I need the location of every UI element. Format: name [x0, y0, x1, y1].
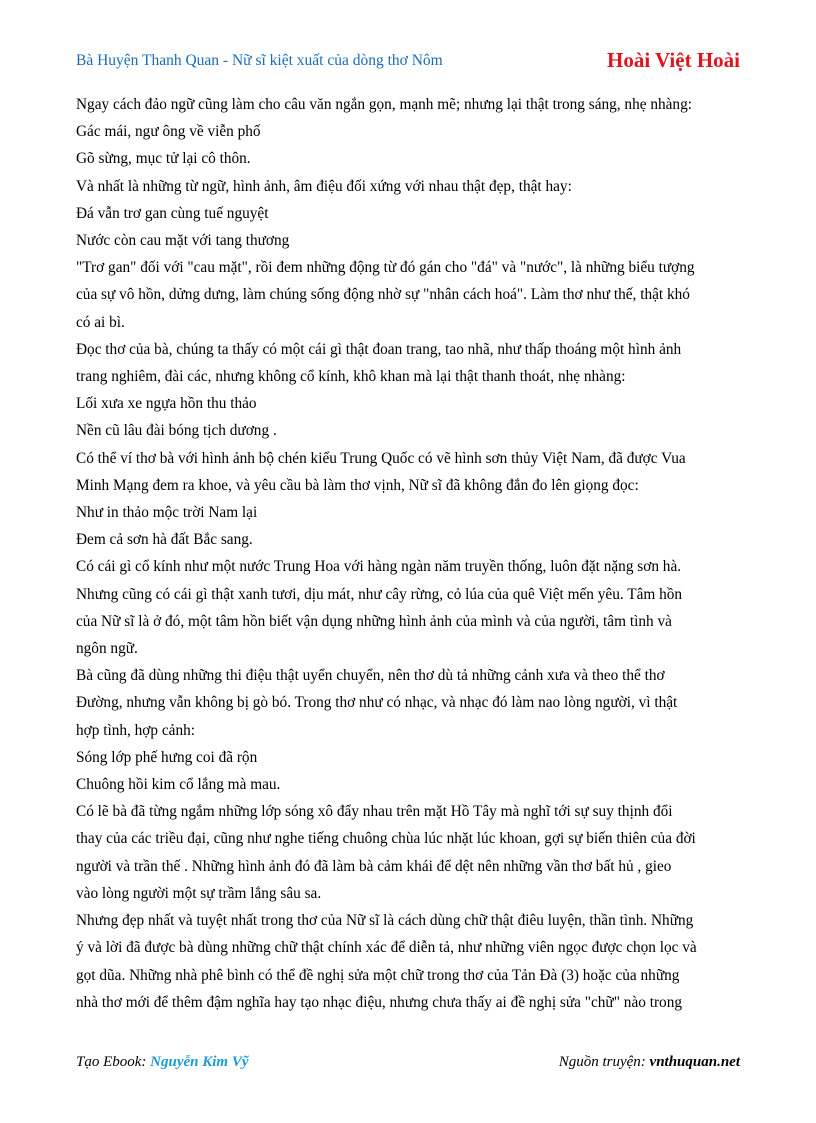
- text-line: Nhưng cũng có cái gì thật xanh tươi, dịu mát, như cây rừng, cỏ lúa của quê Việt mến yêu. Tâm hồn: [76, 585, 683, 603]
- ebook-label: Tạo Ebook: [76, 1054, 142, 1070]
- text-line: nhà thơ mới để thêm đậm nghĩa hay tạo nhạc điệu, nhưng chưa thấy ai đề nghị sửa "chữ" nào trong: [76, 993, 682, 1011]
- text-line: Đá vẫn trơ gan cùng tuế nguyệt: [76, 204, 269, 222]
- text-line: Gõ sừng, mục tử lại cô thôn.: [76, 150, 251, 168]
- text-line: Có thể ví thơ bà với hình ảnh bộ chén kiểu Trung Quốc có vẽ hình sơn thủy Việt Nam, đã được Vua: [76, 449, 686, 467]
- text-line: gọt dũa. Những nhà phê bình có thể đề nghị sửa một chữ trong thơ của Tản Đà (3) hoặc của những: [76, 966, 680, 984]
- text-line: Sóng lớp phế hưng coi đã rộn: [76, 748, 258, 766]
- text-line: hợp tình, hợp cảnh:: [76, 721, 195, 739]
- page-footer: [76, 1054, 740, 1076]
- text-line: của Nữ sĩ là ở đó, một tâm hồn biết vận dụng những hình ảnh của mình và của người, tâm tình và: [76, 612, 672, 630]
- text-line: của sự vô hồn, dửng dưng, làm chúng sống động nhờ sự "nhân cách hoá". Làm thơ như thế, thật khó: [76, 286, 690, 304]
- ebook-separator: :: [141, 1054, 151, 1070]
- text-line: Có cái gì cổ kính như một nước Trung Hoa với hàng ngàn năm truyền thống, luôn đặt nặng sơn hà.: [76, 558, 682, 576]
- text-line: Gác mái, ngư ông về viễn phố: [76, 123, 261, 141]
- text-line: Minh Mạng đem ra khoe, và yêu cầu bà làm thơ vịnh, Nữ sĩ đã không đắn đo lên giọng đọc:: [76, 476, 639, 494]
- document-title: Bà Huyện Thanh Quan - Nữ sĩ kiệt xuất của dòng thơ Nôm: [76, 52, 443, 69]
- source-site: vnthuquan.net: [649, 1054, 740, 1070]
- source-label: Nguồn truyện: [558, 1054, 641, 1070]
- text-line: người và trần thế . Những hình ảnh đó đã làm bà cảm khái để dệt nên những vần thơ bất hủ , gieo: [76, 857, 672, 875]
- text-line: Đem cả sơn hà đất Bắc sang.: [76, 531, 253, 549]
- text-line: Lối xưa xe ngựa hồn thu thảo: [76, 395, 257, 413]
- text-line: Nhưng đẹp nhất và tuyệt nhất trong thơ của Nữ sĩ là cách dùng chữ thật điêu luyện, thần tình. Những: [76, 912, 694, 930]
- source-credit: [559, 1054, 740, 1071]
- text-line: Nền cũ lâu đài bóng tịch dương .: [76, 422, 277, 440]
- text-line: vào lòng người một sự trầm lắng sâu sa.: [76, 884, 322, 902]
- text-line: Và nhất là những từ ngữ, hình ảnh, âm điệu đối xứng với nhau thật đẹp, thật hay:: [76, 177, 572, 195]
- text-line: Ngay cách đảo ngữ cũng làm cho câu văn ngắn gọn, mạnh mẽ; nhưng lại thật trong sáng, nhẹ nhàng:: [76, 96, 692, 113]
- text-line: có ai bì.: [76, 313, 125, 331]
- text-line: Bà cũng đã dùng những thi điệu thật uyển chuyển, nên thơ dù tả những cảnh xưa và theo thể thơ: [76, 667, 665, 685]
- text-line: Chuông hồi kim cổ lắng mà mau.: [76, 776, 281, 794]
- text-line: Như in thảo mộc trời Nam lại: [76, 504, 258, 522]
- document-body: [76, 91, 742, 1016]
- text-line: Đường, nhưng vẫn không bị gò bó. Trong thơ như có nhạc, và nhạc đó làm nao lòng người, vì thật: [76, 694, 678, 712]
- author-name: Hoài Việt Hoài: [607, 48, 740, 72]
- text-line: Có lẽ bà đã từng ngắm những lớp sóng xô đẩy nhau trên mặt Hồ Tây mà nghĩ tới sự suy thịnh đổi: [76, 803, 673, 821]
- source-separator: :: [640, 1054, 650, 1070]
- text-line: "Trơ gan" đối với "cau mặt", rồi đem những động từ đó gán cho "đá" và "nước", là những biểu tượng: [76, 259, 695, 277]
- ebook-creator-name: Nguyễn Kim Vỹ: [150, 1054, 249, 1070]
- text-line: ngôn ngữ.: [76, 640, 138, 658]
- text-line: trang nghiêm, đài các, nhưng không cổ kính, khô khan mà lại thật thanh thoát, nhẹ nhàng:: [76, 368, 626, 386]
- text-line: Đọc thơ của bà, chúng ta thấy có một cái gì thật đoan trang, tao nhã, như thấp thoáng một hình ảnh: [76, 340, 682, 358]
- text-line: thay của các triều đại, cũng như nghe tiếng chuông chùa lúc nhặt lúc khoan, gợi sự biến thiên của đời: [76, 830, 696, 848]
- text-line: ý và lời đã được bà dùng những chữ thật chính xác để diễn tả, như những viên ngọc được chọn lọc và: [76, 939, 697, 957]
- page-header: [76, 48, 740, 78]
- ebook-credit: [76, 1054, 249, 1071]
- text-line: Nước còn cau mặt với tang thương: [76, 232, 290, 250]
